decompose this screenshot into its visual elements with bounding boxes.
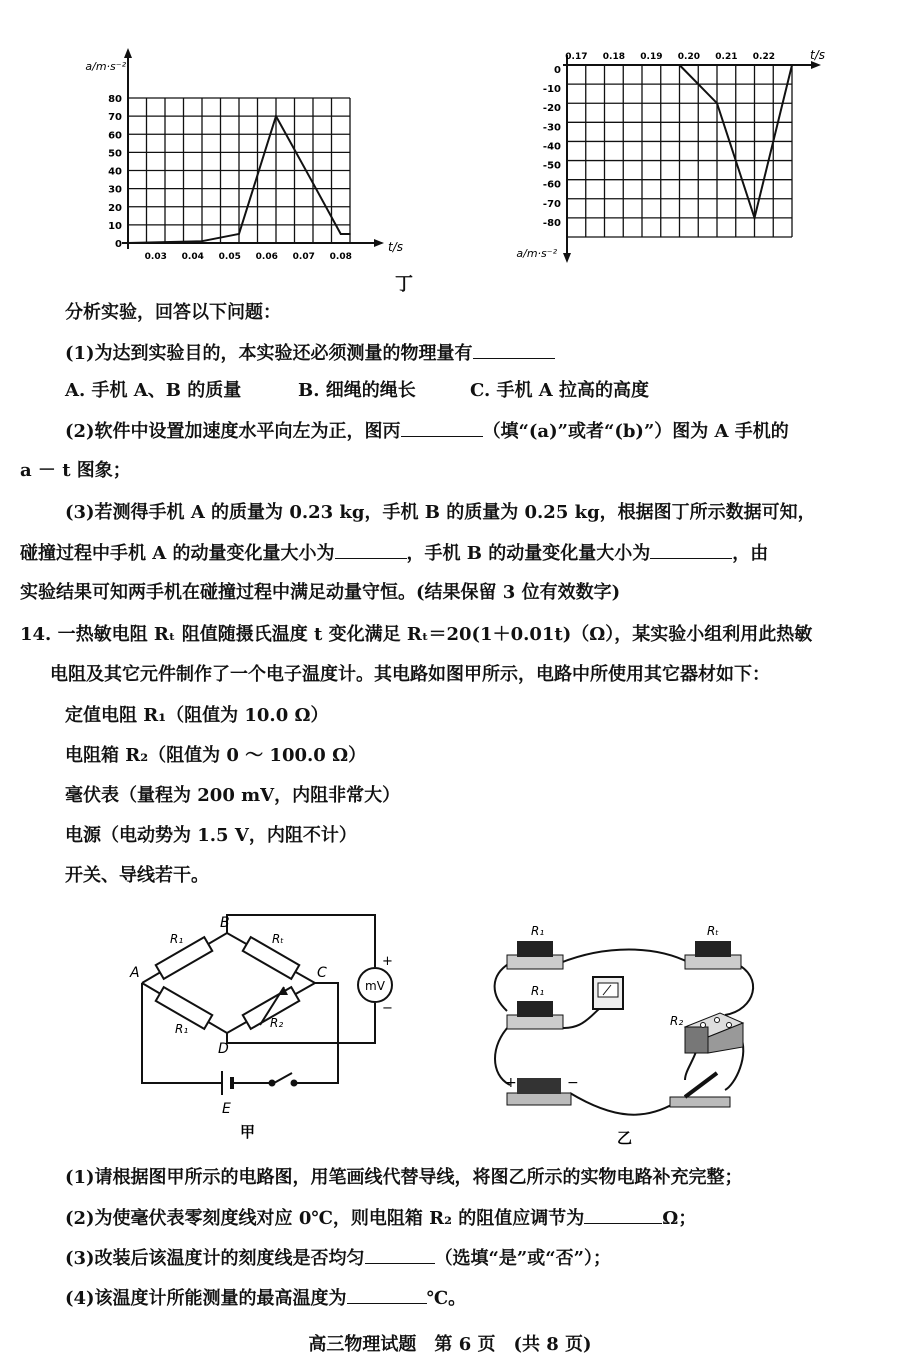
y-tick-label: -40 (542, 141, 561, 153)
q13-part3d-text: ，由 (732, 543, 769, 564)
q14-sub3-text: (3)改装后该温度计的刻度线是否均匀 (65, 1248, 365, 1269)
chart-left (80, 40, 403, 280)
x-tick-label: 0.03 (144, 252, 167, 262)
resistor-r1-top-device (507, 941, 563, 969)
resistance-box-device (685, 1013, 743, 1053)
y-axis-arrow (124, 48, 132, 58)
resistor-r2-label: R₂ (270, 1016, 284, 1030)
q13-option-b: B. 细绳的绳长 (298, 380, 416, 401)
chart-right (495, 40, 845, 270)
answer-blank-3[interactable] (335, 540, 407, 559)
resistor-r1-bottom-label: R₁ (175, 1022, 189, 1036)
x-tick-label: 0.07 (292, 252, 315, 262)
q14-sub2 (65, 1205, 696, 1232)
x-tick-label: 0.20 (677, 52, 700, 62)
y-tick-label: 10 (108, 220, 122, 232)
x-tick-label: 0.17 (565, 52, 588, 62)
device-r1-top-label: R₁ (531, 924, 545, 938)
data-point (349, 233, 351, 235)
x-tick-label: 0.05 (218, 252, 241, 262)
resistor-r1-top-label: R₁ (170, 932, 184, 946)
node-d-label: D (218, 1041, 229, 1057)
data-point (716, 102, 718, 104)
q14-sub4-unit: ℃。 (426, 1288, 467, 1309)
q14-sub2-unit: Ω； (662, 1208, 697, 1229)
q14-line2: 电阻及其它元件制作了一个电子温度计。其电路如图甲所示，电路中所使用其它器材如下： (50, 664, 770, 685)
q13-part1 (65, 340, 555, 367)
y-tick-label: -60 (542, 179, 561, 191)
y-tick-label: 60 (108, 130, 122, 142)
y-tick-label: -50 (542, 160, 561, 172)
answer-blank-1[interactable] (473, 340, 555, 359)
y-axis-label: a/m·s⁻² (516, 247, 557, 260)
battery-plus-sign: + (505, 1075, 517, 1091)
data-point (127, 242, 129, 244)
q13-option-a: A. 手机 A、B 的质量 (65, 380, 242, 401)
q13-part2-text-a: (2)软件中设置加速度水平向左为正，图丙 (65, 421, 401, 442)
y-tick-label: -70 (542, 198, 561, 210)
y-tick-label: 20 (108, 202, 122, 214)
chart-right-content (516, 48, 825, 263)
device-r2-label: R₂ (670, 1014, 684, 1028)
data-point (679, 64, 681, 66)
node-c-label: C (317, 965, 327, 981)
y-tick-label: -80 (542, 217, 561, 229)
q13-part3a: (3)若测得手机 A 的质量为 0.23 kg，手机 B 的质量为 0.25 kg，根据图丁所示数据可知， (65, 502, 816, 523)
q13-part3b-text: 碰撞过程中手机 A 的动量变化量大小为 (20, 543, 335, 564)
q13-part3c-text: ，手机 B 的动量变化量大小为 (406, 543, 651, 564)
data-point (164, 241, 166, 243)
y-tick-label: 70 (108, 112, 122, 124)
x-tick-label: 0.04 (181, 252, 204, 262)
y-tick-label: 40 (108, 166, 122, 178)
x-axis-arrow (811, 61, 821, 69)
data-point (791, 64, 793, 66)
q14-item-3: 毫伏表（量程为 200 mV，内阻非常大） (65, 785, 401, 806)
q14-sub3 (65, 1245, 611, 1272)
y-tick-label: 50 (108, 148, 122, 160)
q14-sub4-text: (4)该温度计所能测量的最高温度为 (65, 1288, 347, 1309)
millivoltmeter-label: mV (365, 979, 385, 993)
meter-minus-sign: − (382, 1001, 393, 1016)
figure-label-ding: 丁 (395, 274, 413, 295)
y-tick-label: 0 (115, 239, 122, 250)
q14-sub1: (1)请根据图甲所示的电路图，用笔画线代替导线，将图乙所示的实物电路补充完整； (65, 1167, 743, 1188)
q14-item-2: 电阻箱 R₂（阻值为 0 ～ 100.0 Ω） (65, 745, 367, 766)
q13-intro: 分析实验，回答以下问题： (65, 302, 281, 323)
x-tick-label: 0.06 (255, 252, 278, 262)
page-footer: 高三物理试题 第 6 页 (共 8 页) (308, 1334, 592, 1355)
y-tick-label: 0 (554, 65, 561, 76)
q14-sub3-hint: （选填“是”或“否”）； (434, 1248, 611, 1269)
data-point (340, 233, 342, 235)
answer-blank-4[interactable] (650, 540, 732, 559)
data-point (754, 217, 756, 219)
q13-part2 (65, 418, 789, 445)
circuit-diagram-jia (120, 905, 420, 1150)
thermistor-device (685, 941, 741, 969)
millivoltmeter-device (593, 977, 623, 1009)
x-axis-arrow (374, 239, 384, 247)
x-tick-label: 0.19 (640, 52, 663, 62)
x-tick-label: 0.22 (752, 52, 775, 62)
data-point (201, 240, 203, 242)
q14-item-1: 定值电阻 R₁（阻值为 10.0 Ω） (65, 705, 329, 726)
answer-blank-7[interactable] (347, 1285, 427, 1304)
y-tick-label: -30 (542, 122, 561, 134)
caption-yi: 乙 (617, 1129, 633, 1147)
y-tick-label: -10 (542, 84, 561, 96)
device-r1-middle-label: R₁ (531, 984, 545, 998)
answer-blank-2[interactable] (401, 418, 483, 437)
device-rt-label: Rₜ (707, 924, 719, 938)
data-point (238, 233, 240, 235)
node-b-label: B (220, 915, 230, 931)
x-tick-label: 0.08 (329, 252, 352, 262)
q13-part2-text-b: （填“(a)”或者“(b)”）图为 A 手机的 (482, 421, 789, 442)
x-tick-label: 0.18 (602, 52, 625, 62)
q13-option-c: C. 手机 A 拉高的高度 (470, 380, 650, 401)
q13-part3e: 实验结果可知两手机在碰撞过程中满足动量守恒。(结果保留 3 位有效数字) (20, 582, 621, 603)
resistor-r1-middle-device (507, 1001, 563, 1029)
answer-blank-6[interactable] (365, 1245, 435, 1264)
q14-sub4 (65, 1285, 466, 1312)
meter-plus-sign: + (382, 954, 393, 969)
x-axis-label: t/s (810, 48, 825, 62)
switch-device (670, 1073, 730, 1107)
chart-left-content (85, 48, 403, 262)
answer-blank-5[interactable] (584, 1205, 662, 1224)
q14-sub2-text: (2)为使毫伏表零刻度线对应 0℃，则电阻箱 R₂ 的阻值应调节为 (65, 1208, 585, 1229)
battery-label: E (222, 1101, 231, 1117)
data-point (275, 115, 277, 117)
y-tick-label: 30 (108, 184, 122, 196)
y-axis-label: a/m·s⁻² (85, 60, 126, 73)
y-tick-label: 80 (108, 94, 122, 105)
y-tick-label: -20 (542, 103, 561, 115)
x-tick-label: 0.21 (715, 52, 738, 62)
data-point (312, 182, 314, 184)
y-axis-arrow (563, 253, 571, 263)
x-axis-label: t/s (388, 240, 403, 254)
q14-line1: 14. 一热敏电阻 Rₜ 阻值随摄氏温度 t 变化满足 Rₜ＝20(1＋0.01t)（Ω），某实验小组利用此热敏 (20, 624, 813, 645)
node-a-label: A (130, 965, 140, 981)
resistor-rt-label: Rₜ (272, 932, 284, 946)
battery-minus-sign: − (567, 1075, 579, 1091)
circuit-diagram-yi (485, 915, 765, 1150)
q14-item-4: 电源（电动势为 1.5 V，内阻不计） (65, 825, 357, 846)
caption-jia: 甲 (240, 1123, 256, 1141)
q13-part1-text: (1)为达到实验目的，本实验还必须测量的物理量有 (65, 343, 473, 364)
q13-part2-cont: a － t 图象； (20, 460, 131, 481)
q13-part3b (20, 540, 768, 567)
q14-item-5: 开关、导线若干。 (65, 865, 209, 886)
